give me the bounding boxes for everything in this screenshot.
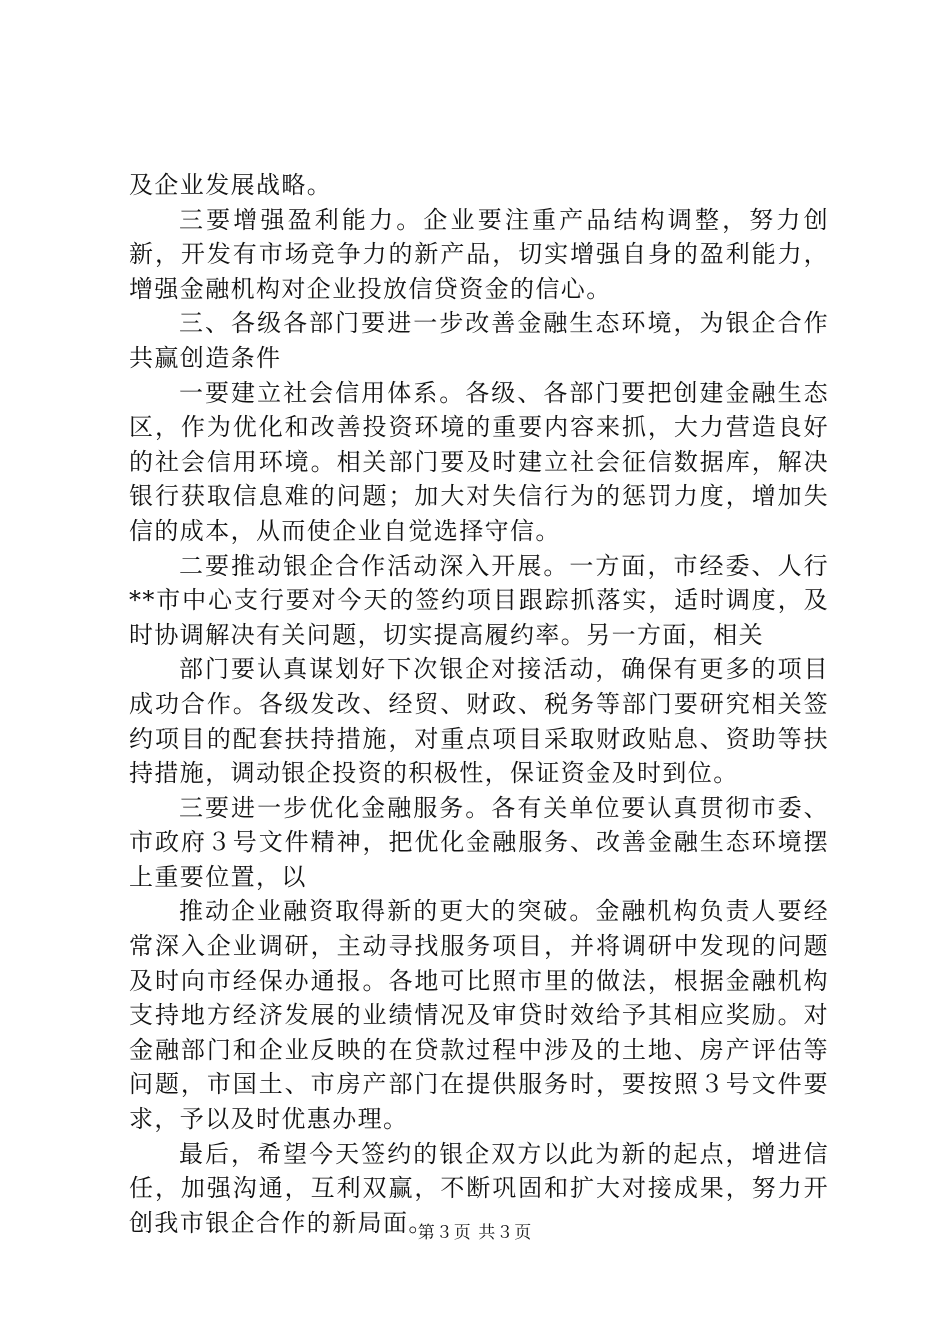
paragraph-2: 三要增强盈利能力。企业要注重产品结构调整，努力创新，开发有市场竞争力的新产品，切实增强自身的盈利能力，增强金融机构对企业投放信贷资金的信心。 <box>129 205 829 303</box>
paragraph-6: 部门要认真谋划好下次银企对接活动，确保有更多的项目成功合作。各级发改、经贸、财政、税务等部门要研究相关签约项目的配套扶持措施，对重点项目采取财政贴息、资助等扶持措施，调动银企投资的积极性，保证资金及时到位。 <box>129 655 829 788</box>
paragraph-4: 一要建立社会信用体系。各级、各部门要把创建金融生态区，作为优化和改善投资环境的重要内容来抓，大力营造良好的社会信用环境。相关部门要及时建立社会征信数据库，解决银行获取信息难的问题；加大对失信行为的惩罚力度，增加失信的成本，从而使企业自觉选择守信。 <box>129 378 829 545</box>
paragraph-9: 最后，希望今天签约的银企双方以此为新的起点，增进信任，加强沟通，互利双赢，不断巩固和扩大对接成果，努力开创我市银企合作的新局面。 <box>129 1139 829 1237</box>
paragraph-7: 三要进一步优化金融服务。各有关单位要认真贯彻市委、市政府３号文件精神，把优化金融服务、改善金融生态环境摆上重要位置，以 <box>129 793 829 891</box>
section-heading: 三、各级各部门要进一步改善金融生态环境，为银企合作共赢创造条件 <box>129 309 829 372</box>
paragraph-8: 推动企业融资取得新的更大的突破。金融机构负责人要经常深入企业调研，主动寻找服务项目，并将调研中发现的问题及时向市经保办通报。各地可比照市里的做法，根据金融机构支持地方经济发展的业绩情况及审贷时效给予其相应奖励。对金融部门和企业反映的在贷款过程中涉及的土地、房产评估等问题，市国土、市房产部门在提供服务时，要按照３号文件要求，予以及时优惠办理。 <box>129 897 829 1134</box>
paragraph-5: 二要推动银企合作活动深入开展。一方面，市经委、人行**市中心支行要对今天的签约项目跟踪抓落实，适时调度，及时协调解决有关问题，切实提高履约率。另一方面，相关 <box>129 551 829 649</box>
page-footer: 第３页 共３页 <box>417 1223 533 1243</box>
body-text <box>129 168 829 1240</box>
paragraph-1: 及企业发展战略。 <box>129 171 333 199</box>
